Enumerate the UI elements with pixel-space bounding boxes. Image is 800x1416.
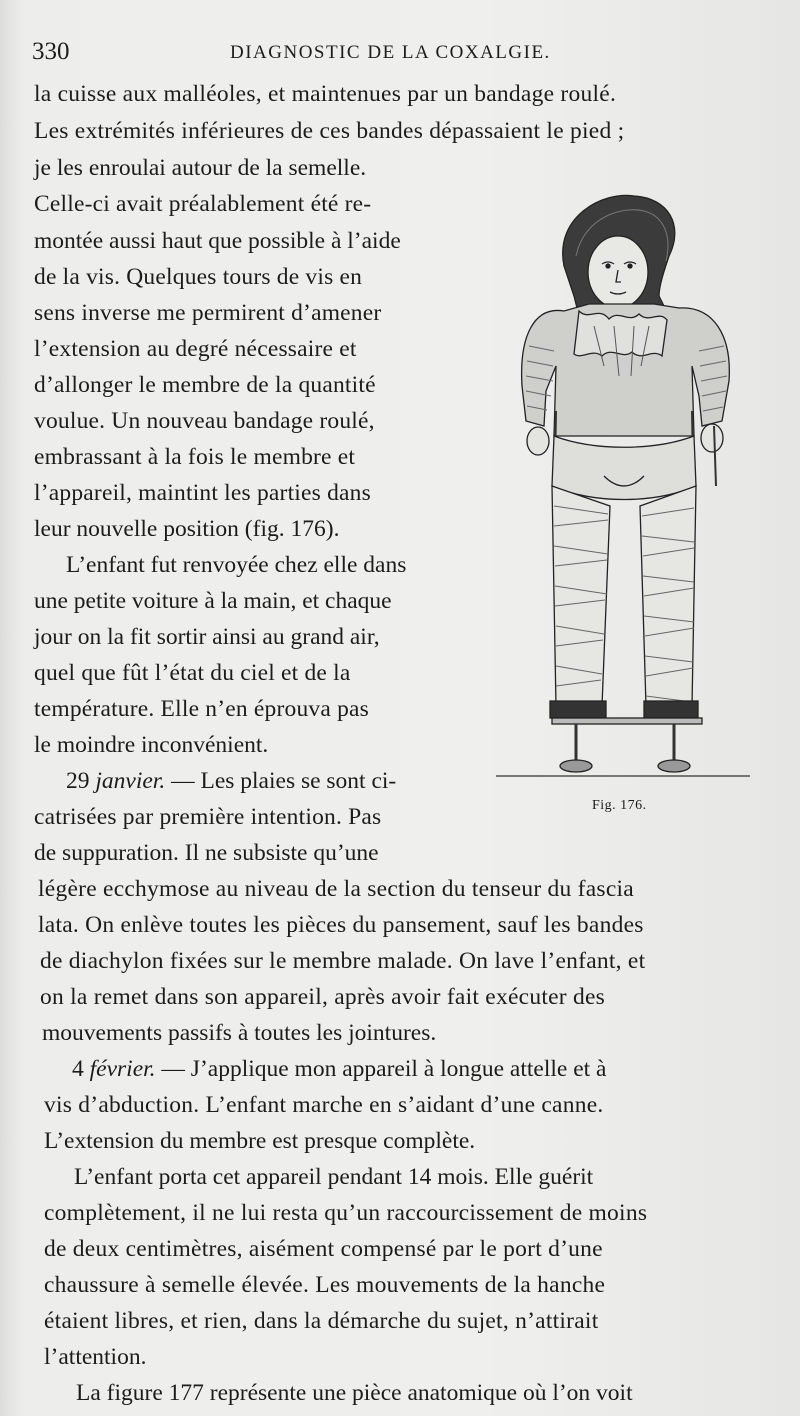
text-line: leur nouvelle position (fig. 176).: [34, 516, 340, 542]
text-line: le moindre inconvénient.: [34, 732, 269, 758]
text-line: de suppuration. Il ne subsiste qu’une: [34, 840, 379, 866]
text-line: Les extrémités inférieures de ces bandes dépassaient le pied ;: [34, 118, 625, 144]
text-line: embrassant à la fois le membre et: [34, 444, 356, 470]
text-line: légère ecchymose au niveau de la section du tenseur du fascia: [38, 876, 634, 902]
text-line: température. Elle n’en éprouva pas: [34, 696, 369, 722]
date-month: février.: [89, 1056, 156, 1082]
text-line: on la remet dans son appareil, après avoir fait exécuter des: [40, 984, 606, 1010]
text-line: voulue. Un nouveau bandage roulé,: [34, 408, 375, 434]
running-head: DIAGNOSTIC DE LA COXALGIE.: [230, 42, 551, 63]
figure-176-illustration: [494, 186, 754, 806]
text-line-dated: [66, 766, 396, 796]
text-line: chaussure à semelle élevée. Les mouvements de la hanche: [44, 1272, 606, 1298]
figure-caption: Fig. 176.: [592, 798, 647, 813]
text-line: vis d’abduction. L’enfant marche en s’aidant d’une canne.: [44, 1092, 604, 1118]
text-line: de diachylon fixées sur le membre malade. On lave l’enfant, et: [40, 948, 646, 974]
text-line: étaient libres, et rien, dans la démarche du sujet, n’attirait: [44, 1308, 599, 1334]
date-month: janvier.: [95, 768, 166, 794]
text-line: sens inverse me permirent d’amener: [34, 300, 382, 326]
text-line: Celle-ci avait préalablement été re-: [34, 191, 372, 217]
text-line-dated: [72, 1054, 606, 1084]
text-line: quel que fût l’état du ciel et de la: [34, 660, 351, 686]
text-line: je les enroulai autour de la semelle.: [34, 155, 367, 181]
text-line: L’enfant porta cet appareil pendant 14 mois. Elle guérit: [74, 1164, 594, 1190]
text-line: lata. On enlève toutes les pièces du pansement, sauf les bandes: [38, 912, 644, 938]
page-number: 330: [32, 38, 70, 65]
text-line: l’attention.: [44, 1344, 147, 1370]
text-line: l’extension au degré nécessaire et: [34, 336, 357, 362]
text-line: l’appareil, maintint les parties dans: [34, 480, 371, 506]
text-line: L’enfant fut renvoyée chez elle dans: [66, 552, 407, 578]
text-line: L’extension du membre est presque complète.: [44, 1128, 476, 1154]
text-line: La figure 177 représente une pièce anatomique où l’on voit: [76, 1380, 633, 1406]
date-day: 29: [66, 768, 90, 794]
page-header: [30, 36, 760, 70]
text-line: une petite voiture à la main, et chaque: [34, 588, 392, 614]
text-line: d’allonger le membre de la quantité: [34, 372, 376, 398]
text-line: de deux centimètres, aisément compensé par le port d’une: [44, 1236, 603, 1262]
text-line: jour on la fit sortir ainsi au grand air,: [34, 624, 380, 650]
text-line: — Les plaies se sont ci-: [171, 768, 397, 794]
text-line: de la vis. Quelques tours de vis en: [34, 264, 363, 290]
text-line: mouvements passifs à toutes les jointures.: [42, 1020, 437, 1046]
date-day: 4: [72, 1056, 84, 1082]
text-line: — J’applique mon appareil à longue attelle et à: [161, 1056, 607, 1082]
text-line: complètement, il ne lui resta qu’un raccourcissement de moins: [44, 1200, 648, 1226]
text-line: catrisées par première intention. Pas: [34, 804, 382, 830]
text-line: montée aussi haut que possible à l’aide: [34, 228, 401, 254]
text-line: la cuisse aux malléoles, et maintenues par un bandage roulé.: [34, 81, 617, 107]
